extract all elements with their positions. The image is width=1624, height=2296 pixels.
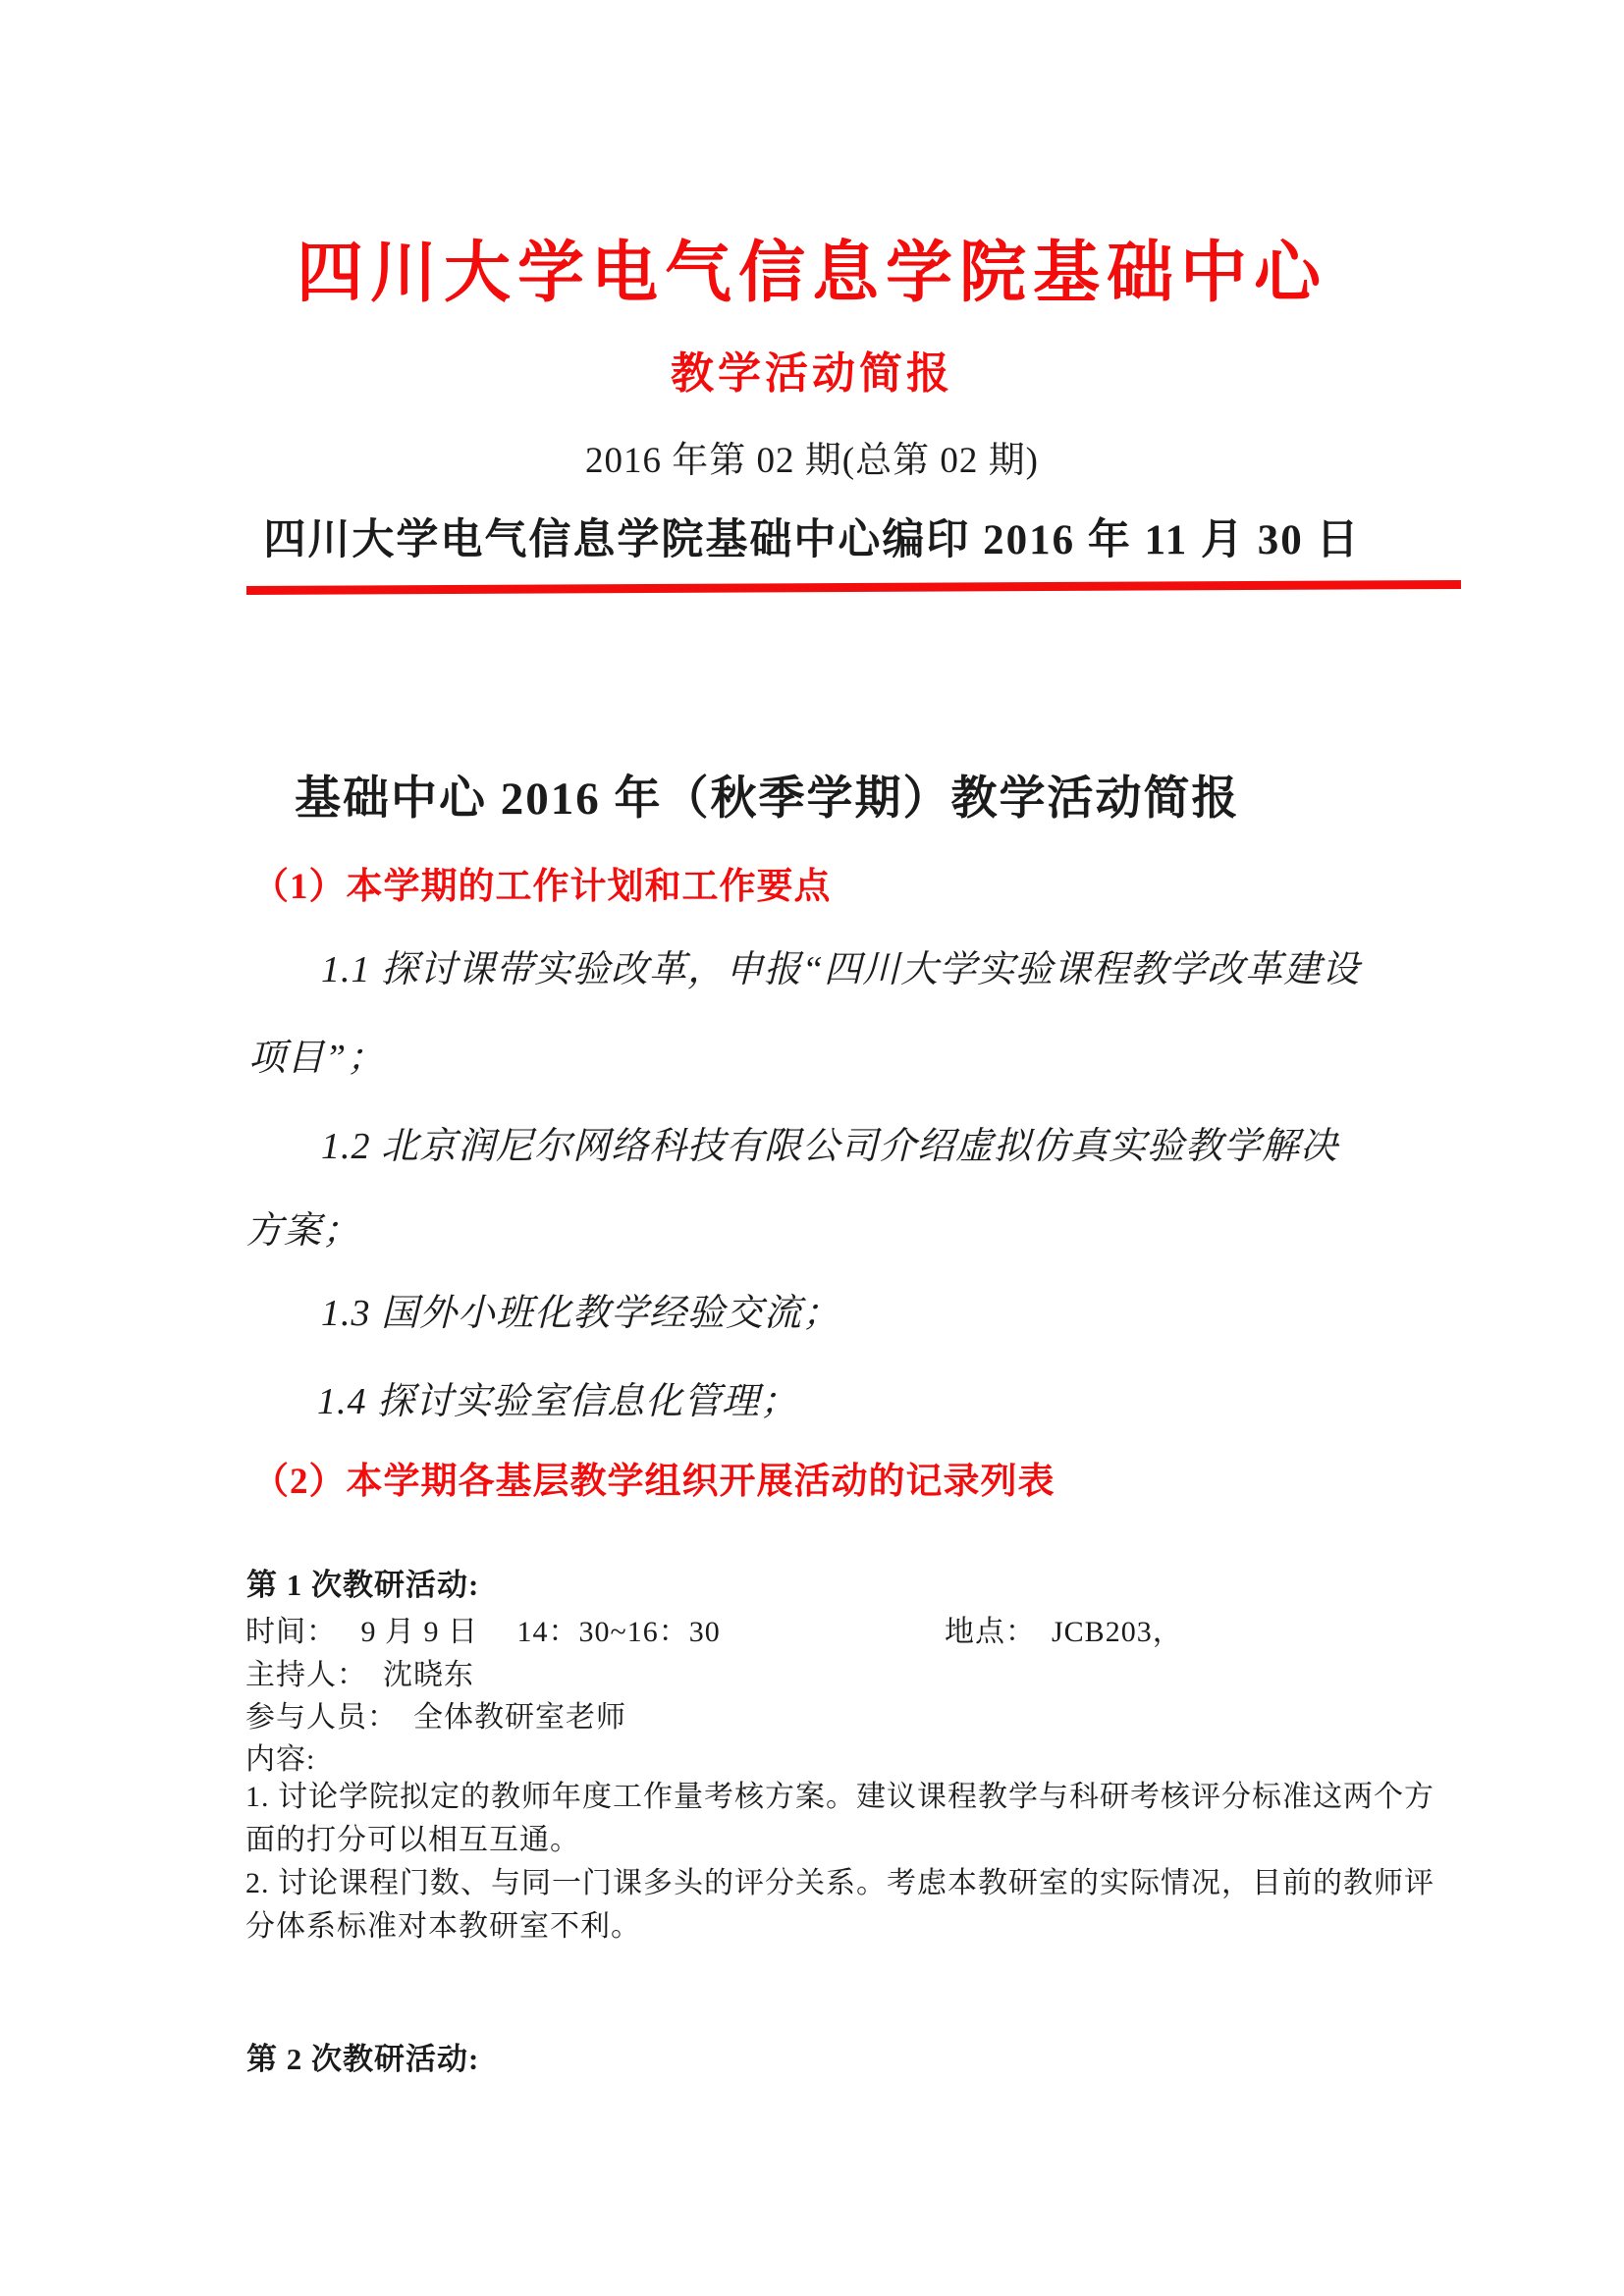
issue-line: 2016 年第 02 期(总第 02 期) (585, 441, 1039, 481)
publisher-line: 四川大学电气信息学院基础中心编印 2016 年 11 月 30 日 (263, 517, 1361, 563)
content-line: 分体系标准对本教研室不利。 (245, 1910, 641, 1943)
heading-work-plan: （1）本学期的工作计划和工作要点 (252, 867, 832, 907)
content-line: 2. 讨论课程门数、与同一门课多头的评分关系。考虑本教研室的实际情况，目前的教师评 (245, 1867, 1435, 1899)
masthead-divider-rule (246, 580, 1461, 595)
plan-item-line: 1.3 国外小班化教学经验交流； (321, 1293, 841, 1334)
content-line: 1. 讨论学院拟定的教师年度工作量考核方案。建议课程教学与科研考核评分标准这两个方 (245, 1781, 1435, 1813)
activity-1-place: 地点： JCB203， (945, 1616, 1183, 1648)
activity-1-time-row (245, 1607, 1526, 1650)
activity-1-participants: 参与人员： 全体教研室老师 (245, 1701, 626, 1734)
plan-item-line: 方案； (245, 1210, 361, 1252)
activity-1-content (245, 1776, 1438, 1949)
activity-2-title: 第 2 次教研活动: (246, 2042, 480, 2076)
content-line: 面的打分可以相互互通。 (245, 1824, 580, 1856)
plan-item-line: 项目”； (248, 1038, 386, 1079)
activity-1-host: 主持人： 沈晓东 (245, 1659, 474, 1691)
activity-1-title: 第 1 次教研活动: (246, 1568, 480, 1602)
activity-1-time: 时间： 9 月 9 日 14：30~16：30 (245, 1616, 721, 1648)
masthead-subtitle: 教学活动简报 (671, 349, 953, 398)
masthead-title: 四川大学电气信息学院基础中心 (296, 236, 1327, 310)
plan-item-line: 1.1 探讨课带实验改革，申报“四川大学实验课程教学改革建设 (321, 949, 1361, 990)
heading-activity-records: （2）本学期各基层教学组织开展活动的记录列表 (252, 1462, 1056, 1502)
section-title: 基础中心 2016 年（秋季学期）教学活动简报 (295, 774, 1240, 825)
plan-item-line: 1.4 探讨实验室信息化管理； (317, 1381, 799, 1422)
activity-1-content-label: 内容: (245, 1743, 316, 1776)
plan-item-line: 1.2 北京润尼尔网络科技有限公司介绍虚拟仿真实验教学解决 (321, 1126, 1339, 1167)
